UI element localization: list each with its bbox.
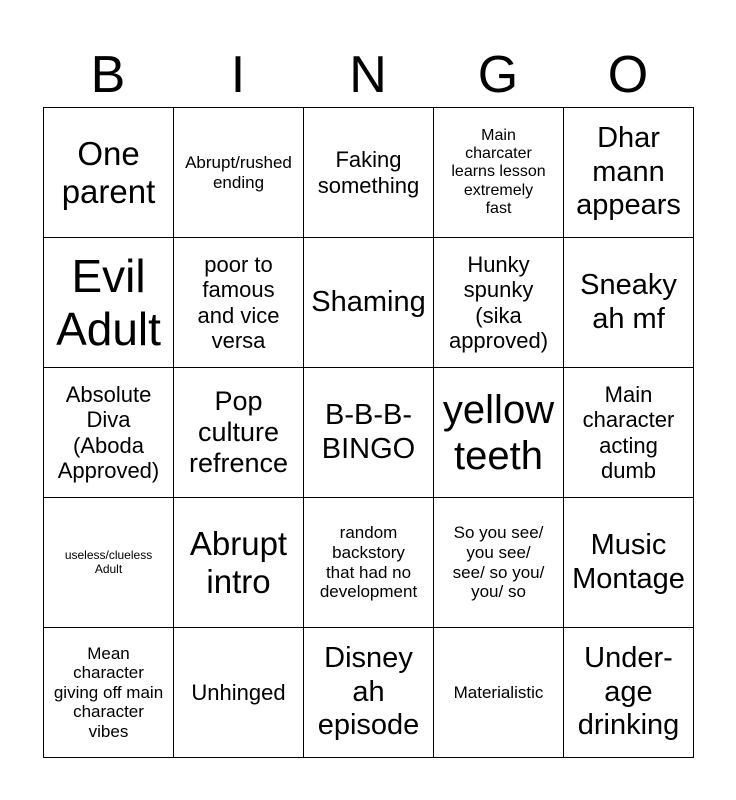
bingo-cell[interactable] (44, 238, 174, 368)
cell-label: Shaming (311, 285, 426, 318)
cell-label: Unhinged (191, 679, 286, 705)
bingo-cell[interactable] (174, 368, 304, 498)
bingo-cell[interactable] (44, 498, 174, 628)
bingo-cell[interactable] (564, 498, 694, 628)
bingo-board (43, 107, 694, 758)
cell-label: B-B-B- BINGO (321, 399, 416, 465)
bingo-cell[interactable] (44, 368, 174, 498)
bingo-cell[interactable] (304, 238, 434, 368)
cell-label: poor to famous and vice versa (197, 251, 280, 353)
cell-label: yellow teeth (442, 387, 555, 478)
bingo-cell[interactable] (564, 628, 694, 758)
cell-label: Materialistic (453, 682, 544, 702)
bingo-cell[interactable] (304, 628, 434, 758)
cell-label: Evil Adult (56, 249, 161, 355)
bingo-cell[interactable] (174, 498, 304, 628)
cell-label: Disney ah episode (317, 642, 420, 742)
cell-label: Music Montage (572, 529, 685, 595)
bingo-cell[interactable] (434, 628, 564, 758)
header-letter-o: O (607, 46, 649, 104)
cell-label: random backstory that had no development (319, 523, 418, 602)
bingo-cell[interactable] (174, 238, 304, 368)
board-row (44, 498, 694, 628)
bingo-cell[interactable] (564, 238, 694, 368)
cell-label: useless/clueless Adult (64, 547, 153, 576)
header-letter-n: N (349, 46, 387, 104)
cell-label: Sneaky ah mf (580, 269, 677, 335)
cell-label: Pop culture refrence (188, 385, 289, 479)
header-letter-g: G (477, 46, 519, 104)
board-row (44, 628, 694, 758)
cell-label: Main character acting dumb (582, 381, 675, 483)
bingo-cell[interactable] (174, 628, 304, 758)
cell-label: Mean character giving off main character vibes (53, 643, 164, 741)
cell-label: One parent (61, 134, 156, 210)
cell-label: Under- age drinking (577, 642, 680, 742)
cell-label: So you see/ you see/ see/ so you/ you/ so (452, 523, 545, 602)
board-row (44, 108, 694, 238)
header-letter-i: I (230, 46, 246, 104)
cell-label: Hunky spunky (sika approved) (448, 251, 549, 353)
bingo-cell[interactable] (304, 368, 434, 498)
bingo-cell[interactable] (564, 108, 694, 238)
bingo-cell[interactable] (434, 238, 564, 368)
bingo-cell[interactable] (304, 108, 434, 238)
cell-label: Dhar mann appears (576, 122, 681, 222)
cell-label: Main charcater learns lesson extremely fast (451, 126, 546, 218)
cell-label: Abrupt/rushed ending (185, 152, 292, 192)
cell-label: Abrupt intro (189, 524, 288, 600)
cell-label: Absolute Diva (Aboda Approved) (57, 381, 160, 483)
bingo-cell[interactable] (174, 108, 304, 238)
bingo-cell[interactable] (564, 368, 694, 498)
bingo-cell[interactable] (434, 108, 564, 238)
bingo-cell[interactable] (434, 368, 564, 498)
bingo-header (43, 42, 693, 108)
bingo-cell[interactable] (434, 498, 564, 628)
bingo-cell[interactable] (44, 108, 174, 238)
cell-label: Faking something (317, 147, 420, 198)
bingo-cell[interactable] (304, 498, 434, 628)
board-row (44, 238, 694, 368)
bingo-cell[interactable] (44, 628, 174, 758)
board-row (44, 368, 694, 498)
header-letter-b: B (90, 46, 126, 104)
